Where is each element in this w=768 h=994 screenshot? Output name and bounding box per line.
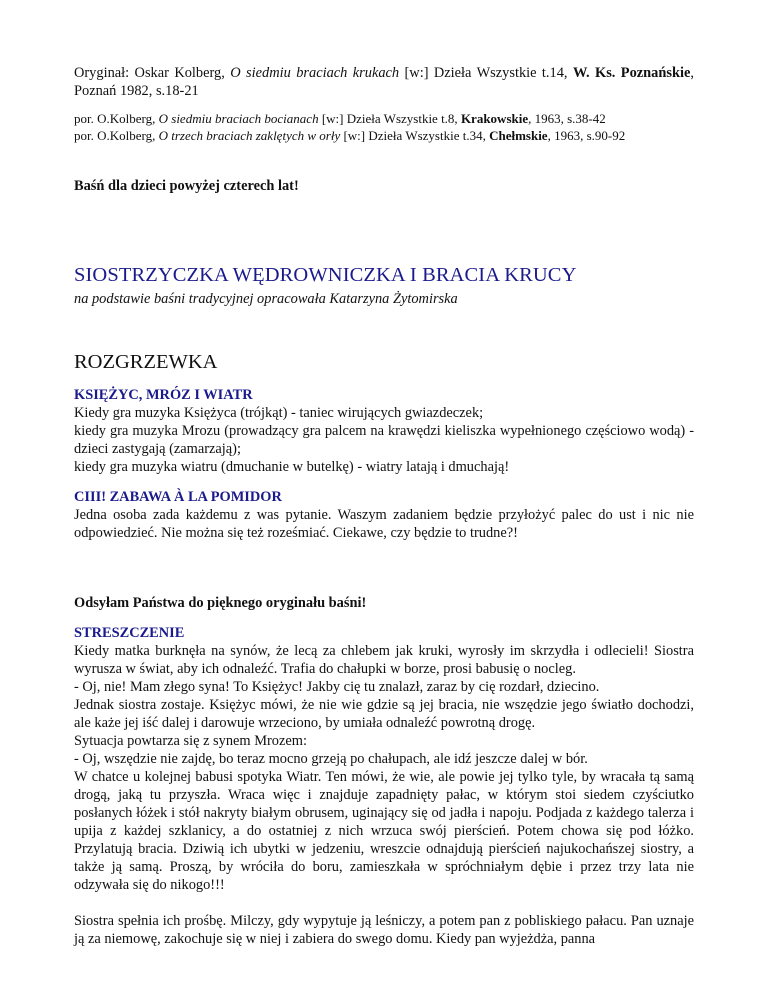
- source-citation: [74, 64, 694, 100]
- ref2-title: O trzech braciach zaklętych w orły: [158, 128, 341, 143]
- section2-heading: CIII! ZABAWA À LA POMIDOR: [74, 489, 282, 505]
- source-volume: W. Ks. Poznańskie: [572, 65, 691, 81]
- ref2-suffix: , 1963, s.90-92: [547, 128, 626, 143]
- summary-line-5: - Oj, wszędzie nie zajdę, bo teraz mocno grzeją po chałupach, ale idź jeszcze dalej w bór.: [74, 751, 588, 767]
- ref1-mid: [w:] Dzieła Wszystkie t.8,: [318, 111, 461, 126]
- source-work-title: O siedmiu braciach krukach: [230, 65, 400, 81]
- reference-2: [74, 127, 694, 144]
- section2-text: Jedna osoba zada każdemu z was pytanie. Waszym zadaniem będzie przyłożyć palec do ust i nic nie odpowiedzieć. Nie można się też roześmiać. Ciekawe, czy będzie to trudne?!: [74, 507, 694, 541]
- story-subtitle: na podstawie baśni tradycyjnej opracowała Katarzyna Żytomirska: [74, 291, 458, 307]
- summary-paragraph-7: Siostra spełnia ich prośbę. Milczy, gdy wypytuje ją leśniczy, a potem pan z pobliskiego pałacu. Pan uznaje ją za niemowę, zakochuje się w niej i zabiera do swego domu. Kiedy pan wyjeżdża, panna: [74, 913, 694, 947]
- ref2-prefix: por. O.Kolberg,: [74, 128, 159, 143]
- section1-heading: KSIĘŻYC, MRÓZ I WIATR: [74, 387, 253, 403]
- document-page: [74, 64, 694, 948]
- summary-paragraph-3: Jednak siostra zostaje. Księżyc mówi, że nie wie gdzie są jej bracia, nie wszędzie jego światło dochodzi, ale każe jej iść dalej i darowuje wrzeciono, by umiała odnaleźć powrotną drogę.: [74, 697, 694, 731]
- section1-line-3: kiedy gra muzyka wiatru (dmuchanie w butelkę) - wiatry latają i dmuchają!: [74, 459, 510, 475]
- original-note: Odsyłam Państwa do pięknego oryginału baśni!: [74, 595, 367, 611]
- section1-line-1: Kiedy gra muzyka Księżyca (trójkąt) - taniec wirujących gwiazdeczek;: [74, 405, 484, 421]
- warmup-heading: ROZGRZEWKA: [74, 351, 218, 373]
- summary-paragraph-1: Kiedy matka burknęła na synów, że lecą za chlebem jak kruki, wyrosły im skrzydła i odlecieli! Siostra wyrusza w świat, aby ich odnaleźć. Trafia do chałupki w borze, prosi babusię o nocleg.: [74, 643, 694, 677]
- section1-line-2: kiedy gra muzyka Mrozu (prowadzący gra palcem na krawędzi kieliszka wypełnionego częściowo wodą) - dzieci zastygają (zamarzają);: [74, 423, 694, 457]
- source-prefix: Oryginał: Oskar Kolberg,: [74, 65, 231, 81]
- summary-line-4: Sytuacja powtarza się z synem Mrozem:: [74, 733, 307, 749]
- age-note: Baśń dla dzieci powyżej czterech lat!: [74, 178, 299, 194]
- ref1-suffix: , 1963, s.38-42: [528, 111, 606, 126]
- reference-1: [74, 110, 694, 127]
- ref1-title: O siedmiu braciach bocianach: [158, 111, 319, 126]
- ref2-volume: Chełmskie: [489, 128, 548, 143]
- summary-line-2: - Oj, nie! Mam złego syna! To Księżyc! Jakby cię tu znalazł, zaraz by cię rozdarł, dziecino.: [74, 679, 600, 695]
- story-title: SIOSTRZYCZKA WĘDROWNICZKA I BRACIA KRUCY: [74, 264, 577, 286]
- ref2-mid: [w:] Dzieła Wszystkie t.34,: [340, 128, 490, 143]
- summary-paragraph-6: W chatce u kolejnej babusi spotyka Wiatr. Ten mówi, że wie, ale powie jej tylko tyle, by wracała tą samą drogą, jaką tu przyszła. Wraca więc i znajduje zapadnięty pałac, w którym stoi siedem czyściutko posłanych łóżek i stół nakryty białym obrusem, uginający się od jadła i napoju. Podjada z każdego talerza i upija z każdej szklanicy, a do ostatniej z nich wrzuca swój pierścień. Potem chowa się pod łóżko. Przylatują bracia. Dziwią ich ubytki w jedzeniu, wreszcie odnajdują pierścień najukochańszej siostry, a także ją samą. Proszą, by wróciła do boru, zamieszkała w spróchniałym dębie i przez trzy lata nie odzywała się do nikogo!!!: [74, 769, 694, 893]
- source-suffix: , Poznań 1982, s.18-21: [74, 65, 694, 99]
- ref1-prefix: por. O.Kolberg,: [74, 111, 159, 126]
- summary-heading: STRESZCZENIE: [74, 625, 185, 641]
- source-mid: [w:] Dzieła Wszystkie t.14,: [399, 65, 573, 81]
- ref1-volume: Krakowskie: [460, 111, 529, 126]
